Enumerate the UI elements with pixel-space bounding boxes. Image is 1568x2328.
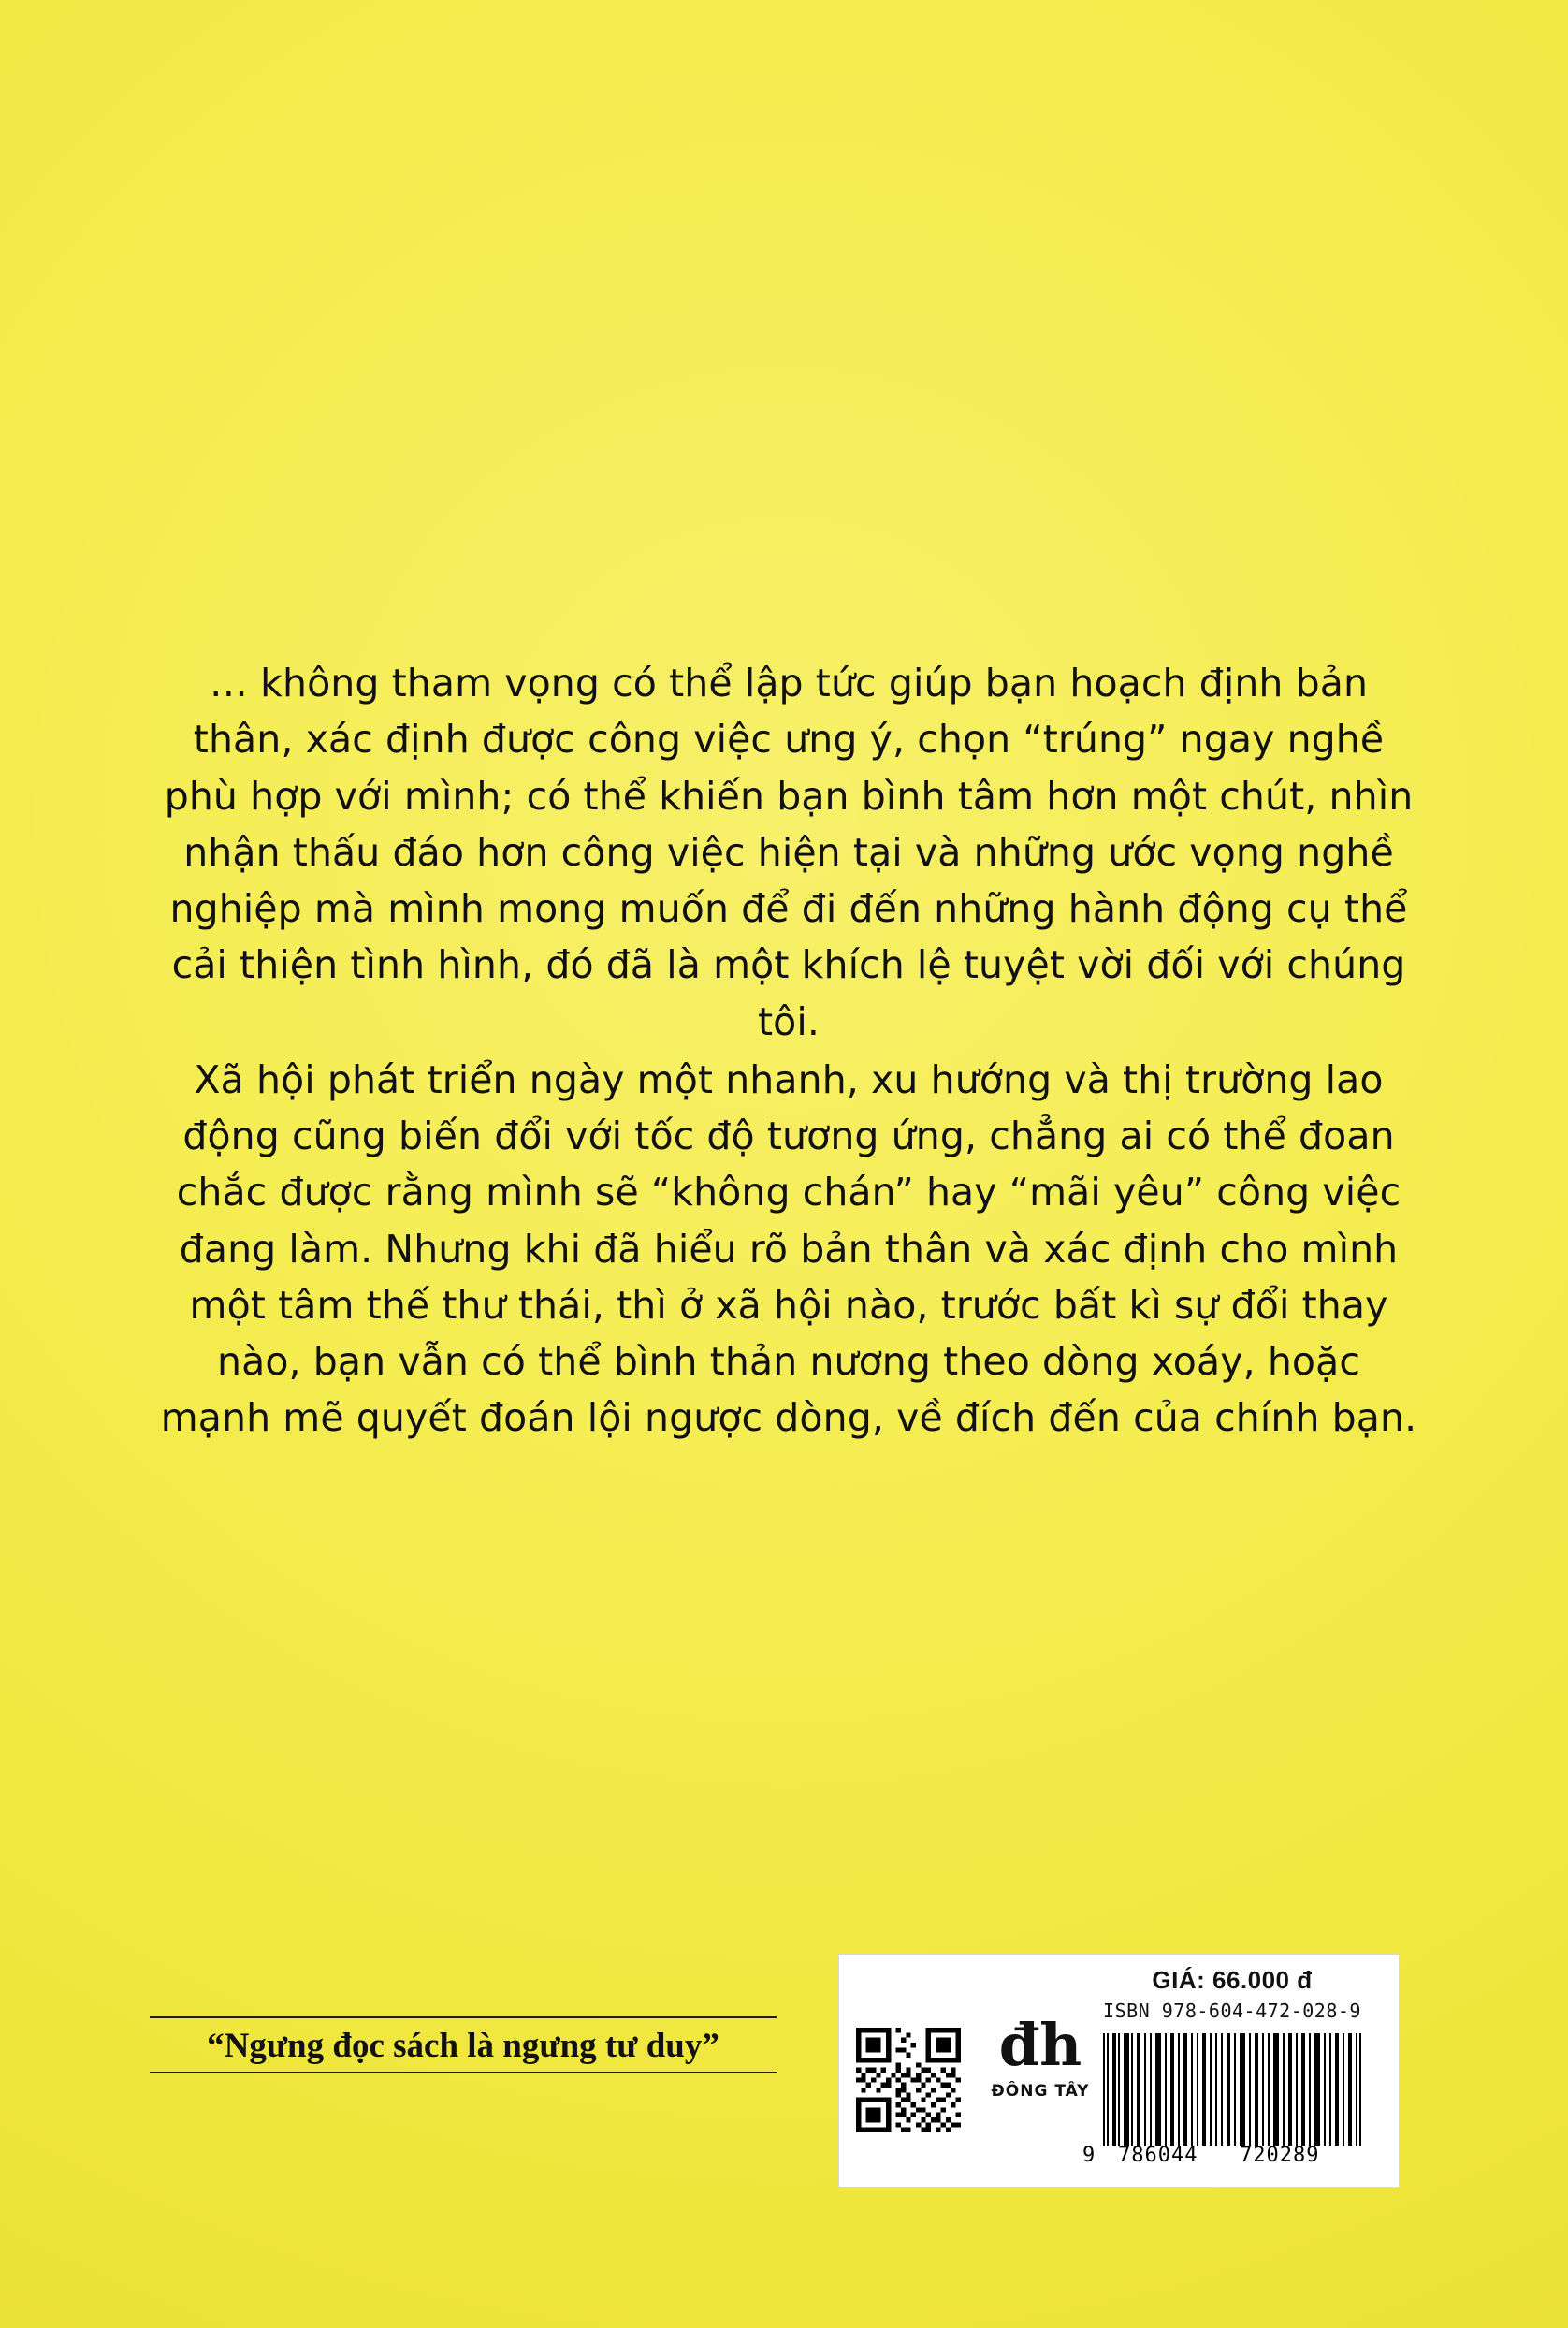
barcode-digits-right: 720289 bbox=[1240, 2144, 1320, 2167]
blurb-paragraph-1: … không tham vọng có thể lập tức giúp bạn hoạch định bản thân, xác định được công việc ưng ý, chọn “trúng” ngay nghề phù hợp với mình; có thể khiến bạn bình tâm hơn một chút, nhìn nhận thấu đáo hơn công việc hiện tại và những ước vọng nghề nghiệp mà mình mong muốn để đi đến những hành động cụ thể cải thiện tình hình, đó đã là một khích lệ tuyệt vời đối với chúng tôi. bbox=[164, 661, 1414, 1044]
barcode-digit-left: 9 bbox=[1082, 2144, 1096, 2167]
price-label: GIÁ: 66.000 đ bbox=[1152, 1966, 1313, 1994]
isbn-barcode-box bbox=[838, 1954, 1400, 2188]
blurb-text bbox=[157, 655, 1420, 1447]
tagline-text: “Ngưng đọc sách là ngưng tư duy” bbox=[207, 2027, 719, 2065]
barcode-bars bbox=[1103, 2033, 1363, 2146]
blurb-paragraph-2: Xã hội phát triển ngày một nhanh, xu hướng và thị trường lao động cũng biến đổi với tốc độ tương ứng, chẳng ai có thể đoan chắc được rằng mình sẽ “không chán” hay “mãi yêu” công việc đang làm. Nhưng khi đã hiểu rõ bản thân và xác định cho mình một tâm thế thư thái, thì ở xã hội nào, trước bất kì sự đổi thay nào, bạn vẫn có thể bình thản nương theo dòng xoáy, hoặc mạnh mẽ quyết đoán lội ngược dòng, về đích đến của chính bạn. bbox=[160, 1056, 1417, 1441]
barcode bbox=[1082, 2033, 1382, 2174]
publisher-mark: đh bbox=[998, 2011, 1082, 2079]
qr-code-icon bbox=[856, 2028, 961, 2132]
publisher-name: ĐÔNG TÂY bbox=[991, 2082, 1090, 2101]
tagline-block bbox=[150, 2016, 786, 2073]
isbn-label: ISBN 978-604-472-028-9 bbox=[1103, 2000, 1361, 2022]
barcode-digits-mid: 786044 bbox=[1118, 2144, 1198, 2167]
tagline-rule-bottom bbox=[150, 2072, 777, 2073]
